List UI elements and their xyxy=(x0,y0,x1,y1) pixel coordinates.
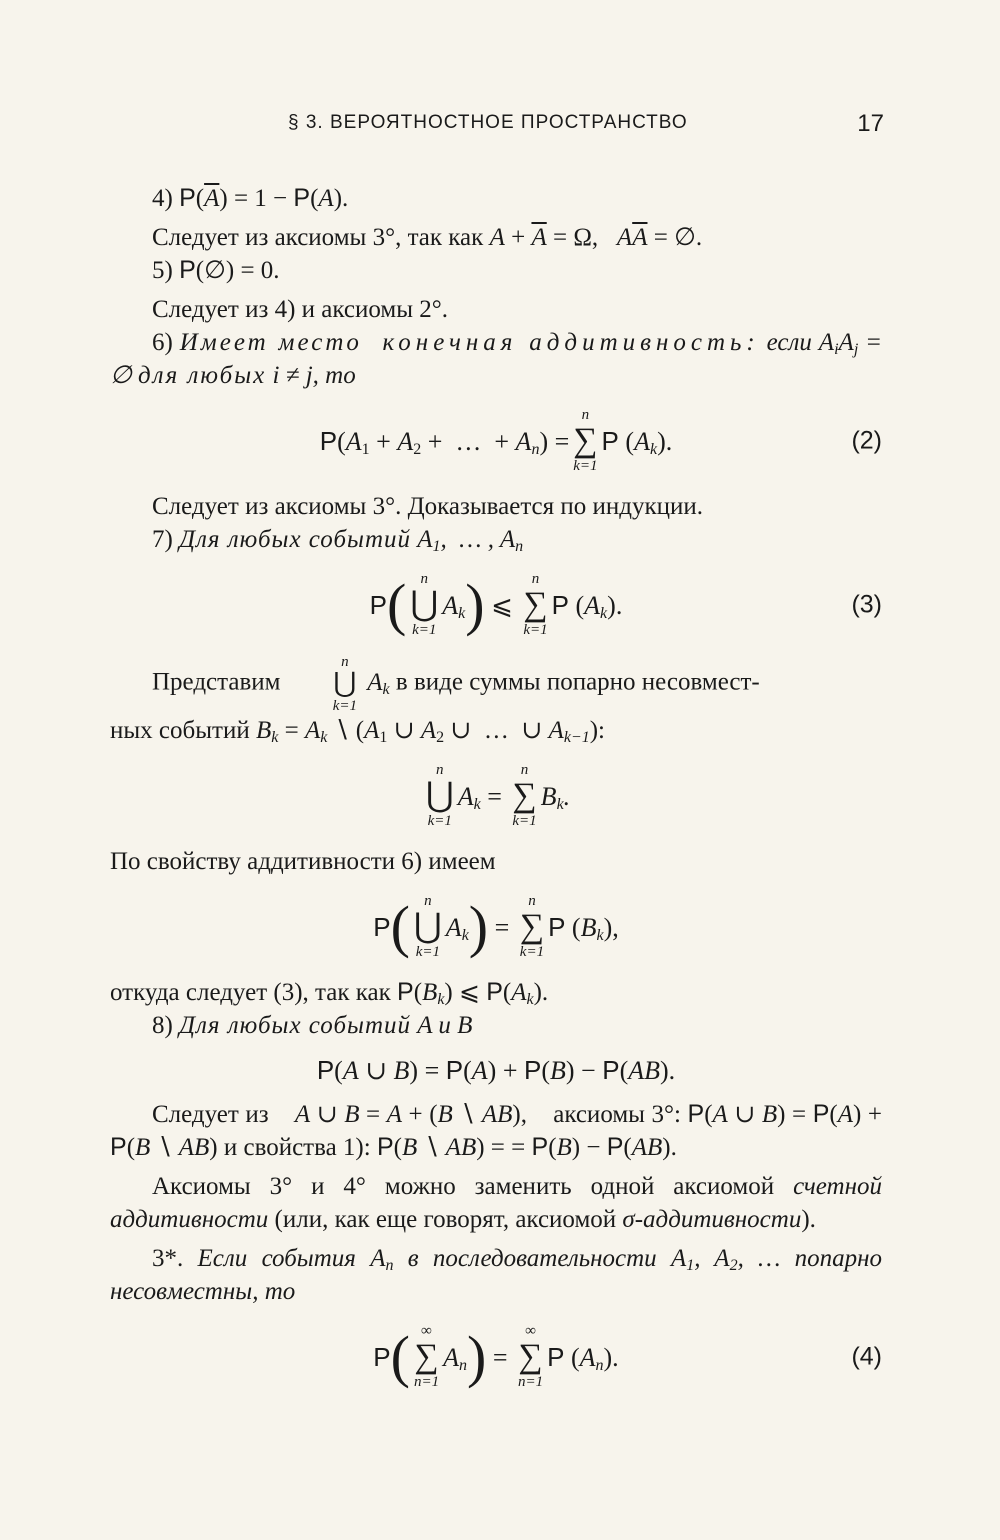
equation-union-sum: n ⋃ k=1 $A_k$ = n ∑ k=1 $B_k$. xyxy=(425,762,571,829)
page-header xyxy=(0,112,1000,142)
property-7-proof-4: откуда следует (3), так как $P(B_k)$ ⩽ $P(A_k)$. xyxy=(110,978,549,1008)
property-5: 5) P(∅) = 0. xyxy=(152,256,280,284)
union-operator: n ⋃ k=1 xyxy=(413,893,442,960)
sum-operator: n ∑ k=1 xyxy=(573,407,598,474)
equation-number: (3) xyxy=(851,590,882,619)
property-6: 6) Имеет место конечная аддитивность: если $A_iA_j$ = ∅ для любых i ≠ j, то xyxy=(110,329,883,389)
equation-8: P(A ∪ B) = P(A) + P(B) − P(AB). xyxy=(316,1054,676,1085)
axiom-3-star: 3*. Если события $A_n$ в последовательности $A_1$, $A_2$, … попарно несовместны, то xyxy=(110,1245,883,1305)
sum-operator: ∞ ∑ n=1 xyxy=(413,1323,440,1390)
property-4: 4) $P(\overline{A}) = 1 - P(A)$. xyxy=(152,184,349,212)
property-4-proof: Следует из аксиомы 3°, так как $A + \overline{A} = \Omega$, $A\overline{A}$ = ∅. xyxy=(152,224,703,251)
property-7-proof-2: ных событий $B_k = A_k$ ∖ ($A_1$ ∪ $A_2$ ∪ … ∪ $A_{k-1}$): xyxy=(110,717,606,746)
union-operator: n ⋃ k=1 xyxy=(332,654,357,714)
axiom-replacement: Аксиомы 3° и 4° можно заменить одной аксиомой счетной аддитивности (или, как еще говорят, аксиомой σ-аддитивности). xyxy=(110,1173,882,1233)
page-number: 17 xyxy=(857,110,884,137)
page-body xyxy=(110,182,882,1406)
union-operator: n ⋃ k=1 xyxy=(425,762,454,829)
equation-additivity: P ( n ⋃ k=1 $A_k$ ) = n ∑ k=1 P $(B_k)$, xyxy=(373,893,619,960)
sum-operator: n ∑ k=1 xyxy=(519,893,545,960)
equation-2: $P(A_1 + A_2$ + … + $A_n$) = n ∑ k=1 P $(A_k)$. (2) xyxy=(319,407,882,474)
property-7-proof-1: Представим n ⋃ k=1 $A_k$ в виде суммы попарно несовмест- xyxy=(152,654,760,714)
sum-operator: n ∑ k=1 xyxy=(512,762,537,829)
property-8: 8) Для любых событий A и B xyxy=(152,1012,473,1039)
property-8-proof: Следует из A ∪ B = A + (B ∖ AB), аксиомы 3°: P(A ∪ B) = P(A) + P(B ∖ AB) и свойства 1): P(B ∖ AB) = = P(B) − P(AB). xyxy=(110,1100,882,1161)
property-6-proof: Следует из аксиомы 3°. Доказывается по индукции. xyxy=(152,493,704,520)
property-5-proof: Следует из 4) и аксиомы 2°. xyxy=(152,296,449,323)
property-7-proof-3: По свойству аддитивности 6) имеем xyxy=(110,848,496,875)
equation-4: P ( ∞ ∑ n=1 $A_n$ ) = ∞ ∑ n=1 P $(A_n)$. (4) xyxy=(373,1323,882,1390)
equation-3: P ( n ⋃ k=1 $A_k$ ) ⩽ n ∑ k=1 P $(A_k)$. (3) xyxy=(369,571,882,638)
sum-operator: ∞ ∑ n=1 xyxy=(517,1323,544,1390)
equation-number: (4) xyxy=(851,1342,882,1371)
property-7: 7) Для любых событий $A_1$, … , $A_n$ xyxy=(152,526,524,555)
sum-operator: n ∑ k=1 xyxy=(523,571,548,638)
running-head: § 3. ВЕРОЯТНОСТНОЕ ПРОСТРАНСТВО xyxy=(288,112,688,133)
equation-number: (2) xyxy=(851,426,882,455)
union-operator: n ⋃ k=1 xyxy=(410,571,439,638)
